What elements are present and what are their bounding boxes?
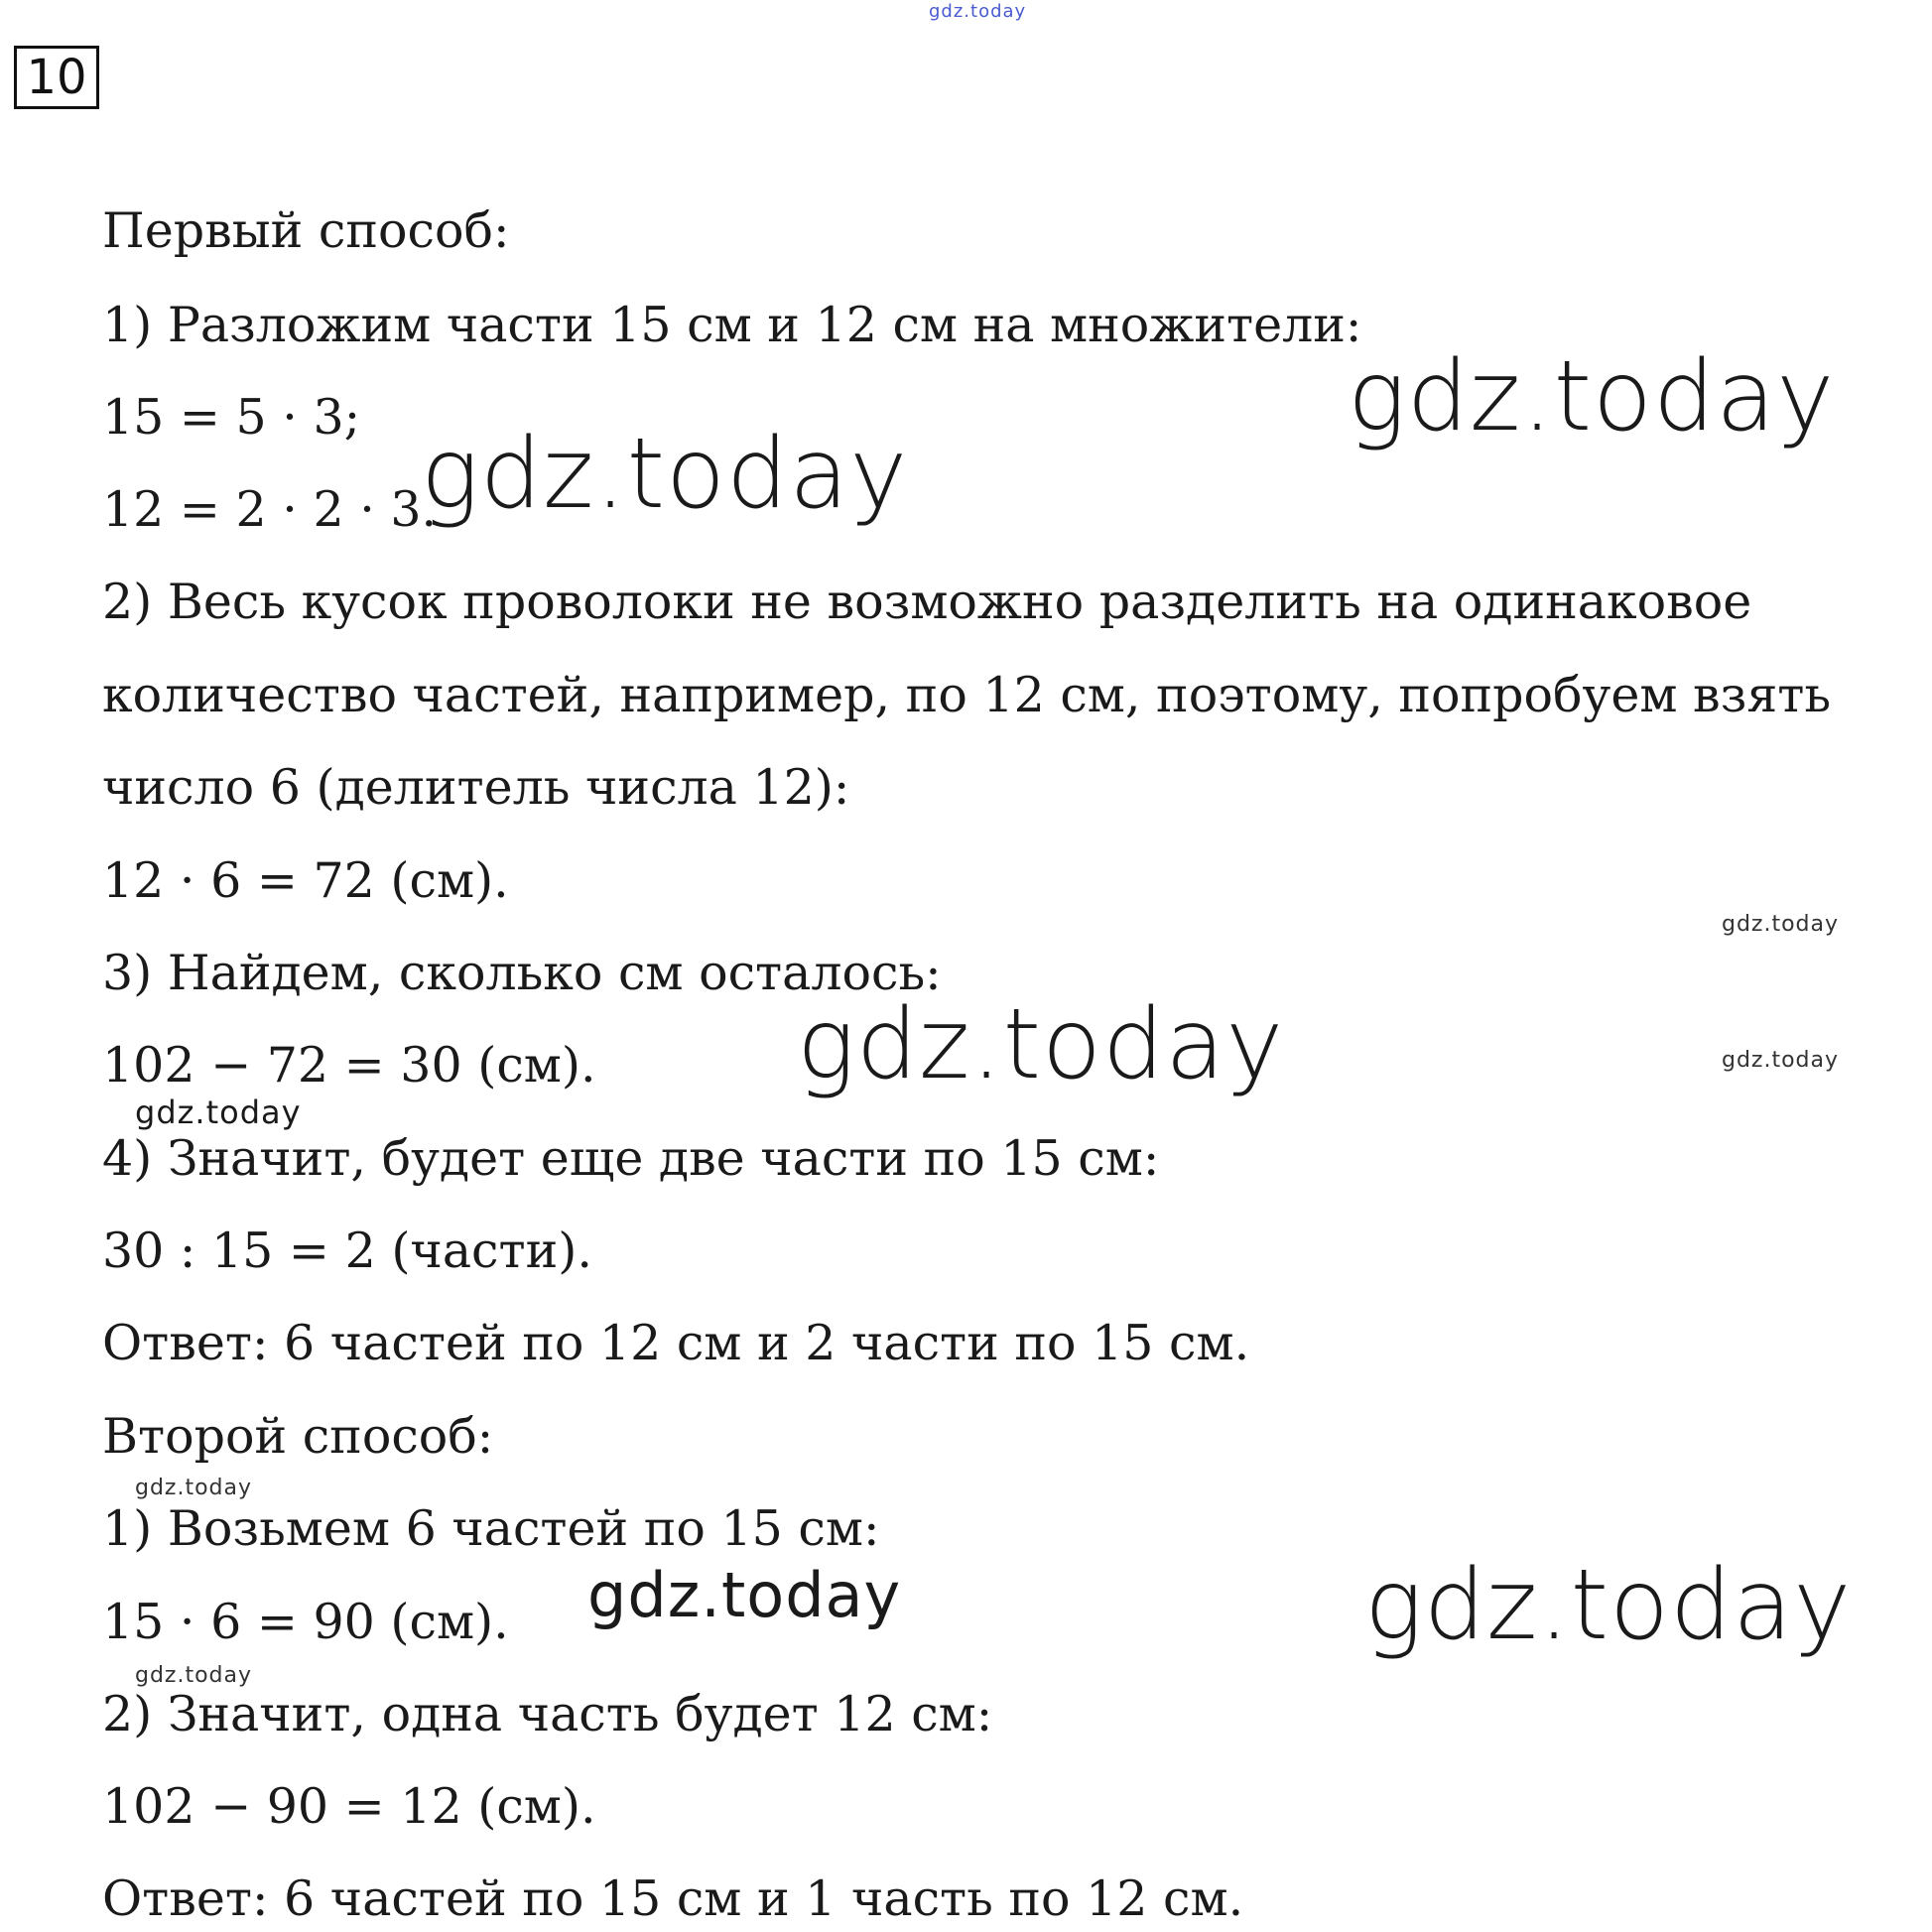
text-line: Ответ: 6 частей по 12 см и 2 части по 15 см. <box>102 1315 1250 1371</box>
watermark: gdz.today <box>1722 912 1840 937</box>
text-line: Второй способ: <box>102 1408 494 1465</box>
watermark: gdz.today <box>1348 340 1836 453</box>
text-line: 102 − 72 = 30 (см). <box>102 1037 596 1094</box>
watermark: gdz.today <box>1722 1048 1840 1073</box>
watermark: gdz.today <box>421 418 909 531</box>
watermark: gdz.today <box>135 1476 253 1500</box>
text-line: 2) Значит, одна часть будет 12 см: <box>102 1686 993 1742</box>
text-line: 12 = 2 · 2 · 3. <box>102 481 438 538</box>
text-line: 1) Разложим части 15 см и 12 см на множители: <box>102 297 1362 353</box>
text-line: Ответ: 6 частей по 15 см и 1 часть по 12 см. <box>102 1870 1244 1927</box>
watermark: gdz.today <box>797 988 1285 1101</box>
text-line: 12 · 6 = 72 (см). <box>102 852 509 909</box>
text-line: 15 = 5 · 3; <box>102 389 361 446</box>
text-line: 30 : 15 = 2 (части). <box>102 1223 592 1279</box>
text-line: 3) Найдем, сколько см осталось: <box>102 945 942 1001</box>
text-line: 4) Значит, будет еще две части по 15 см: <box>102 1130 1160 1187</box>
watermark: gdz.today <box>135 1663 253 1688</box>
watermark: gdz.today <box>135 1094 302 1131</box>
task-number-box: 10 <box>14 46 99 109</box>
text-line: 2) Весь кусок проволоки не возможно разделить на одинаковое <box>102 574 1752 630</box>
text-line: 102 − 90 = 12 (см). <box>102 1778 596 1835</box>
watermark: gdz.today <box>929 1 1027 22</box>
watermark: gdz.today <box>1364 1549 1853 1662</box>
text-line: 1) Возьмем 6 частей по 15 см: <box>102 1500 880 1557</box>
text-line: 15 · 6 = 90 (см). <box>102 1594 509 1650</box>
text-line: число 6 (делитель числа 12): <box>102 759 850 816</box>
text-line: количество частей, например, по 12 см, поэтому, попробуем взять <box>102 667 1832 723</box>
text-line: Первый способ: <box>102 202 510 259</box>
watermark: gdz.today <box>587 1559 902 1631</box>
